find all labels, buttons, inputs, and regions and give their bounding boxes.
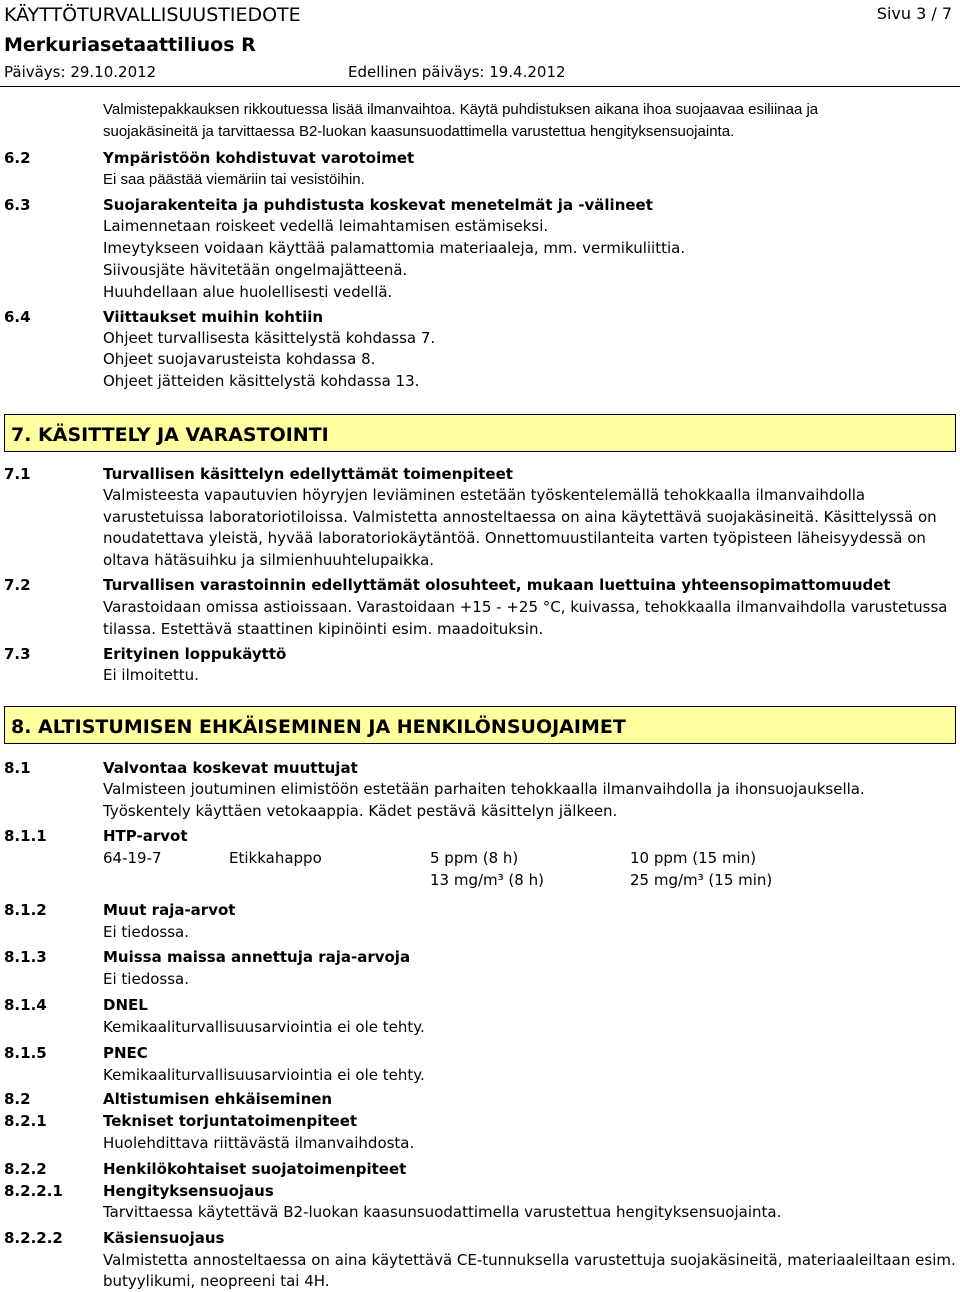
htp-value: 13 mg/m³ (8 h) (430, 871, 544, 889)
section-number: 7.1 (4, 465, 31, 483)
s6-intro-line: Valmistepakkauksen rikkoutuessa lisää ilmanvaihtoa. Käytä puhdistuksen aikana ihoa suojaavaa esiliinaa ja (103, 101, 819, 118)
htp-value: 10 ppm (15 min) (630, 849, 757, 867)
section-heading: Turvallisen käsittelyn edellyttämät toimenpiteet (103, 465, 513, 483)
section-text: Kemikaaliturvallisuusarviointia ei ole tehty. (103, 1066, 425, 1084)
section-heading: Tekniset torjuntatoimenpiteet (103, 1112, 358, 1130)
product-name: Merkuriasetaattiliuos R (4, 34, 256, 56)
section-number: 8.1 (4, 759, 31, 777)
section-7-title: 7. KÄSITTELY JA VARASTOINTI (11, 424, 329, 446)
section-text: tilassa. Estettävä staattinen kipinöinti esim. maadoituksin. (103, 620, 544, 638)
section-text: Ei tiedossa. (103, 970, 189, 988)
section-number: 8.1.5 (4, 1044, 47, 1062)
section-heading: Henkilökohtaiset suojatoimenpiteet (103, 1160, 407, 1178)
section-number: 8.2.2 (4, 1160, 47, 1178)
section-heading: Valvontaa koskevat muuttujat (103, 759, 358, 777)
section-text: Valmisteesta vapautuvien höyryjen leviäminen estetään työskentelemällä tehokkaalla ilmanvaihdolla (103, 486, 866, 504)
htp-substance-name: Etikkahappo (229, 849, 322, 867)
section-heading: DNEL (103, 996, 148, 1014)
section-heading: PNEC (103, 1044, 148, 1062)
htp-value: 25 mg/m³ (15 min) (630, 871, 773, 889)
section-text: oltava hätäsuihku ja silmienhuuhtelupaikka. (103, 551, 435, 569)
section-text: varustetuissa laboratoriotiloissa. Valmistetta annosteltaessa on aina käytettävä suojakäsineitä. Käsittelyssä on (103, 508, 937, 526)
section-number: 6.2 (4, 149, 31, 167)
section-text: Ei saa päästää viemäriin tai vesistöihin. (103, 171, 365, 188)
section-text: Ei tiedossa. (103, 923, 189, 941)
section-heading: Erityinen loppukäyttö (103, 645, 287, 663)
section-number: 8.2.2.1 (4, 1182, 63, 1200)
section-number: 8.2 (4, 1090, 31, 1108)
header-divider (0, 86, 960, 87)
section-text: Valmistetta annosteltaessa on aina käytettävä CE-tunnuksella varustettuja suojakäsineitä, materiaaleiltaan esim. (103, 1251, 956, 1269)
section-heading: Suojarakenteita ja puhdistusta koskevat menetelmät ja -välineet (103, 196, 653, 214)
page-number: Sivu 3 / 7 (876, 4, 952, 23)
section-number: 7.2 (4, 576, 31, 594)
section-heading: Viittaukset muihin kohtiin (103, 308, 324, 326)
section-text: Siivousjäte hävitetään ongelmajätteenä. (103, 261, 408, 279)
section-number: 8.1.2 (4, 901, 47, 919)
section-number: 8.2.1 (4, 1112, 47, 1130)
section-number: 6.4 (4, 308, 31, 326)
section-heading: HTP-arvot (103, 827, 188, 845)
section-heading: Muissa maissa annettuja raja-arvoja (103, 948, 411, 966)
section-text: Ohjeet turvallisesta käsittelystä kohdassa 7. (103, 329, 436, 347)
section-number: 8.2.2.2 (4, 1229, 63, 1247)
section-text: Imeytykseen voidaan käyttää palamattomia materiaaleja, mm. vermikuliittia. (103, 239, 686, 257)
section-text: Työskentely käyttäen vetokaappia. Kädet pestävä käsittelyn jälkeen. (103, 802, 618, 820)
section-text: Laimennetaan roiskeet vedellä leimahtamisen estämiseksi. (103, 217, 549, 235)
section-number: 6.3 (4, 196, 31, 214)
section-text: butyylikumi, neopreeni tai 4H. (103, 1272, 330, 1290)
document-title: KÄYTTÖTURVALLISUUSTIEDOTE (4, 4, 301, 26)
section-heading: Turvallisen varastoinnin edellyttämät olosuhteet, mukaan luettuina yhteensopimattomuudet (103, 576, 891, 594)
section-text: Tarvittaessa käytettävä B2-luokan kaasunsuodattimella varustettua hengityksensuojainta. (103, 1203, 782, 1221)
section-text: Varastoidaan omissa astioissaan. Varastoidaan +15 - +25 °C, kuivassa, tehokkaalla ilmanvaihdolla varustetussa (103, 598, 948, 616)
section-text: Valmisteen joutuminen elimistöön estetään parhaiten tehokkaalla ilmanvaihdolla ja ihonsuojauksella. (103, 780, 865, 798)
section-number: 8.1.4 (4, 996, 47, 1014)
section-heading: Altistumisen ehkäiseminen (103, 1090, 333, 1108)
section-text: Kemikaaliturvallisuusarviointia ei ole tehty. (103, 1018, 425, 1036)
section-number: 7.3 (4, 645, 31, 663)
section-text: Ohjeet suojavarusteista kohdassa 8. (103, 350, 376, 368)
s6-intro-line: suojakäsineitä ja tarvittaessa B2-luokan kaasunsuodattimella varustettua hengityksensuojainta. (103, 123, 735, 140)
section-8-title: 8. ALTISTUMISEN EHKÄISEMINEN JA HENKILÖNSUOJAIMET (11, 716, 626, 738)
section-text: Huuhdellaan alue huolellisesti vedellä. (103, 283, 393, 301)
section-heading: Ympäristöön kohdistuvat varotoimet (103, 149, 415, 167)
section-7-banner (4, 414, 956, 452)
previous-date: Edellinen päiväys: 19.4.2012 (348, 63, 566, 81)
htp-value: 5 ppm (8 h) (430, 849, 519, 867)
section-heading: Muut raja-arvot (103, 901, 236, 919)
section-text: Huolehdittava riittävästä ilmanvaihdosta. (103, 1134, 415, 1152)
section-number: 8.1.1 (4, 827, 47, 845)
section-heading: Käsiensuojaus (103, 1229, 225, 1247)
section-8-banner (4, 706, 956, 744)
section-text: Ohjeet jätteiden käsittelystä kohdassa 13. (103, 372, 420, 390)
revision-date: Päiväys: 29.10.2012 (4, 63, 157, 81)
htp-cas-number: 64-19-7 (103, 849, 162, 867)
section-heading: Hengityksensuojaus (103, 1182, 274, 1200)
section-number: 8.1.3 (4, 948, 47, 966)
section-text: noudatettava yleistä, hyvää laboratoriokäytäntöä. Onnettomuustilanteita varten työpisteen läheisyydessä on (103, 529, 926, 547)
section-text: Ei ilmoitettu. (103, 666, 199, 684)
